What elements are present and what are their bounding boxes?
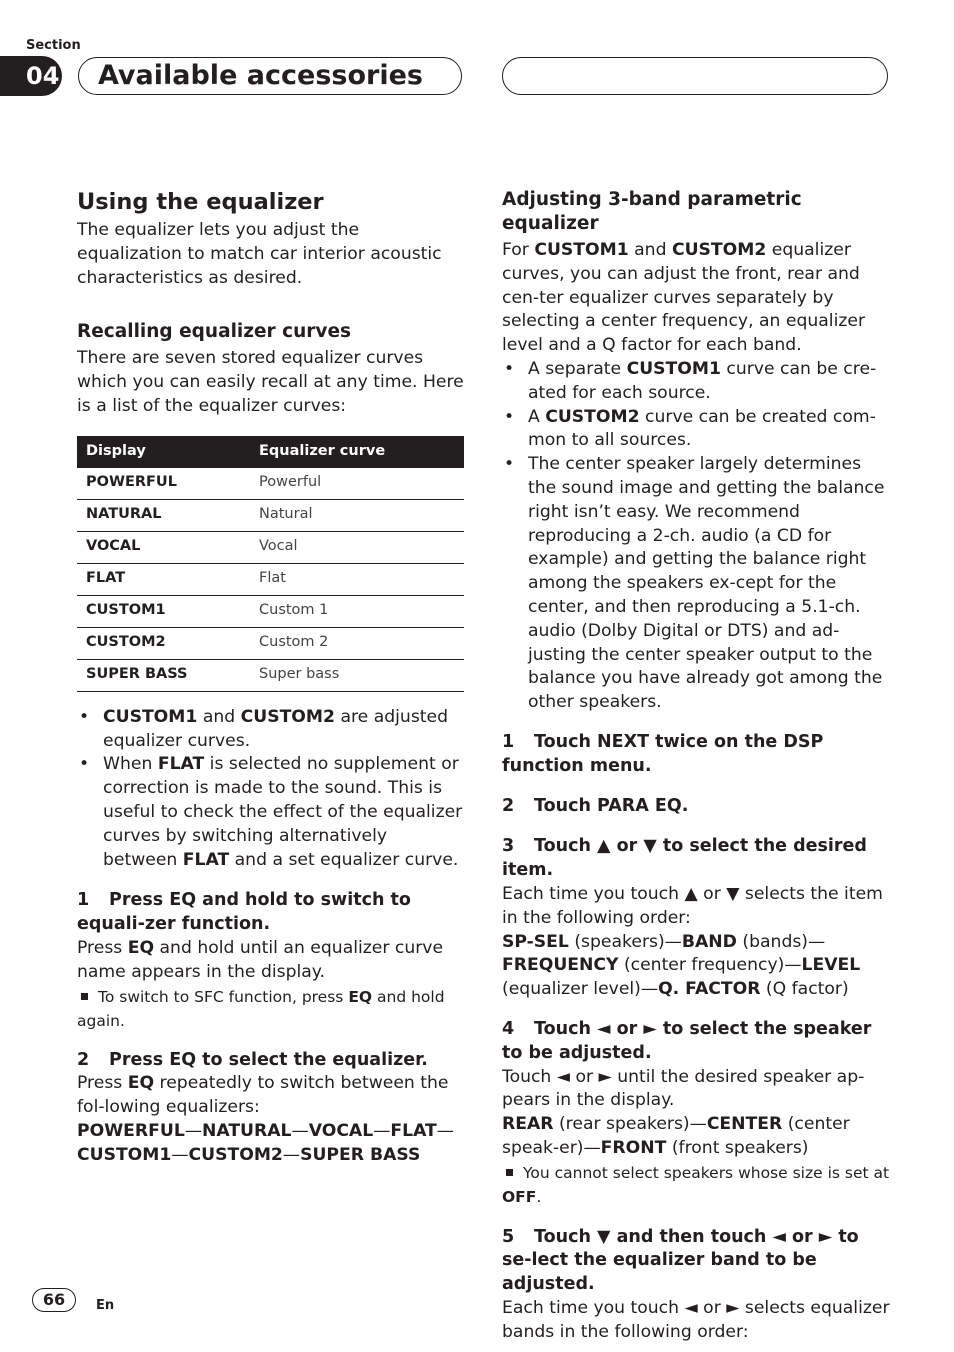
table-cell: Vocal: [250, 531, 464, 563]
step-1-heading: 1 Touch NEXT twice on the DSP function menu.: [502, 731, 824, 776]
table-cell: Super bass: [250, 659, 464, 691]
table-row: [77, 659, 464, 691]
list-item: • CUSTOM1 and CUSTOM2 are adjusted equalizer curves.: [77, 706, 465, 754]
step-2-heading: 2 Touch PARA EQ.: [502, 795, 689, 816]
language-code: En: [96, 1298, 115, 1313]
page-title: Available accessories: [98, 60, 423, 91]
intro-text: The equalizer lets you adjust the equalization to match car interior acoustic characteristics as desired.: [77, 220, 442, 288]
adjust-intro: For CUSTOM1 and CUSTOM2 equalizer curves, you can adjust the front, rear and cen-ter equalizer curves separately by selecting a center frequency, an equalizer level and a Q factor for each band.: [502, 240, 866, 356]
equalizer-sequence: POWERFUL—NATURAL—VOCAL—FLAT— CUSTOM1—CUSTOM2—SUPER BASS: [77, 1120, 454, 1165]
step-2-heading: 2 Press EQ to select the equalizer.: [77, 1049, 428, 1070]
table-header: Display: [77, 436, 250, 468]
step-1-heading: 1 Press EQ and hold to switch to equali-zer function.: [77, 890, 411, 935]
table-cell: Custom 2: [250, 627, 464, 659]
table-cell: FLAT: [77, 563, 250, 595]
table-row: [77, 468, 464, 500]
step-4-note: You cannot select speakers whose size is set at OFF.: [502, 1163, 890, 1206]
table-cell: SUPER BASS: [77, 659, 250, 691]
table-cell: Natural: [250, 499, 464, 531]
table-row: [77, 531, 464, 563]
note-square-icon: [506, 1169, 513, 1176]
speaker-sequence: REAR (rear speakers)—CENTER (center speak-er)—FRONT (front speakers): [502, 1114, 850, 1158]
step-5-heading: 5 Touch ▼ and then touch ◄ or ► to se-lect the equalizer band to be adjusted.: [502, 1226, 859, 1295]
section-number: 04: [0, 56, 62, 96]
table-header: Equalizer curve: [250, 436, 464, 468]
heading-recalling: Recalling equalizer curves: [77, 321, 352, 343]
step-4-heading: 4 Touch ◄ or ► to select the speaker to be adjusted.: [502, 1018, 872, 1063]
list-item: • A separate CUSTOM1 curve can be cre-ated for each source.: [502, 358, 890, 406]
table-row: [77, 627, 464, 659]
step-1-body: Press EQ and hold until an equalizer curve name appears in the display.: [77, 937, 444, 982]
table-cell: CUSTOM1: [77, 595, 250, 627]
recall-text: There are seven stored equalizer curves which you can easily recall at any time. Here is a list of the equalizer curves:: [77, 348, 464, 416]
left-column: [77, 188, 465, 1168]
right-column: [502, 188, 890, 1345]
page-number: 66: [32, 1288, 76, 1312]
note-square-icon: [81, 993, 88, 1000]
item-sequence: SP-SEL (speakers)—BAND (bands)—FREQUENCY (center frequency)—LEVEL (equalizer level)—Q. FACTOR (Q factor): [502, 931, 861, 1000]
step-5-body: Each time you touch ◄ or ► selects equalizer bands in the following order:: [502, 1298, 890, 1342]
list-item: • A CUSTOM2 curve can be created com-mon to all sources.: [502, 406, 890, 454]
table-cell: Custom 1: [250, 595, 464, 627]
step-1-note: To switch to SFC function, press EQ and hold again.: [77, 987, 445, 1030]
step-4-body: Touch ◄ or ► until the desired speaker ap-pears in the display.: [502, 1066, 865, 1111]
table-cell: VOCAL: [77, 531, 250, 563]
equalizer-table: [77, 436, 464, 692]
notes-list: [77, 706, 465, 873]
table-cell: Flat: [250, 563, 464, 595]
step-3-body: Each time you touch ▲ or ▼ selects the item in the following order:: [502, 883, 883, 928]
table-header-row: [77, 436, 464, 468]
table-cell: NATURAL: [77, 499, 250, 531]
heading-adjusting: Adjusting 3-band parametric equalizer: [502, 189, 802, 234]
table-cell: POWERFUL: [77, 468, 250, 500]
table-row: [77, 499, 464, 531]
adjust-notes-list: [502, 358, 890, 715]
heading-using-equalizer: Using the equalizer: [77, 189, 324, 215]
table-row: [77, 595, 464, 627]
table-cell: Powerful: [250, 468, 464, 500]
list-item: • When FLAT is selected no supplement or correction is made to the sound. This is useful to check the effect of the equalizer curves by switching alternatively between FLAT and a set equalizer curve.: [77, 753, 465, 872]
table-cell: CUSTOM2: [77, 627, 250, 659]
section-label: Section: [26, 38, 81, 53]
step-2-body: Press EQ repeatedly to switch between the fol-lowing equalizers:: [77, 1073, 449, 1118]
list-item: • The center speaker largely determines the sound image and getting the balance right isn’t easy. We recommend reproducing a 2-ch. audio (a CD for example) and getting the balance right among the speakers ex-cept for the center, and then reproducing a 5.1-ch. audio (Dolby Digital or DTS) and ad-justing the center speaker output to the balance you have already got among the other speakers.: [502, 453, 890, 715]
step-3-heading: 3 Touch ▲ or ▼ to select the desired item.: [502, 836, 867, 881]
table-row: [77, 563, 464, 595]
subtitle-frame: [502, 57, 888, 95]
